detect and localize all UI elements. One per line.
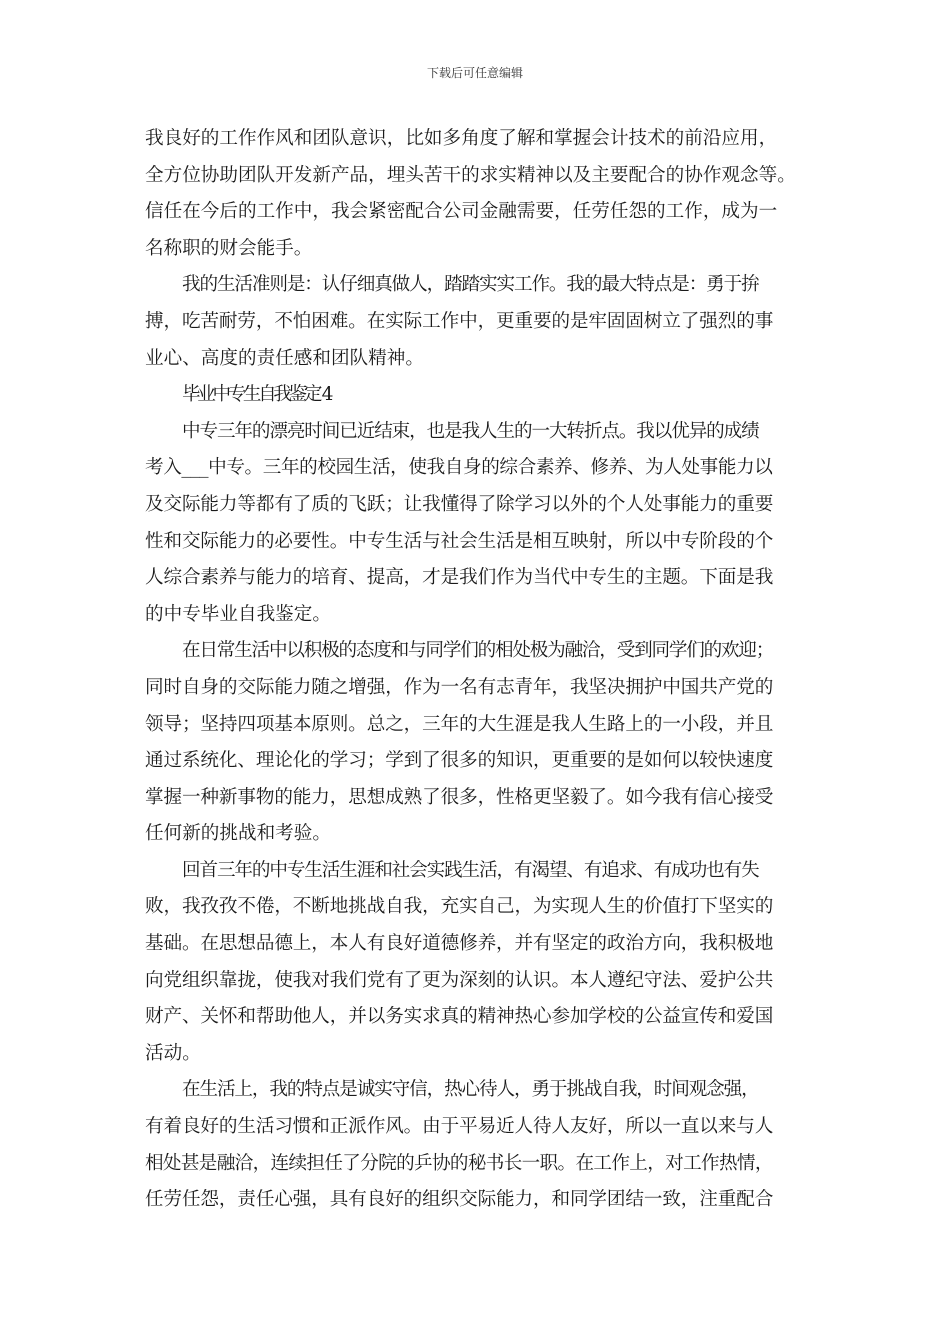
text-line: 及交际能力等都有了质的飞跃；让我懂得了除学习以外的个人处事能力的重要 [145,493,774,515]
text-line: 掌握一种新事物的能力，思想成熟了很多，性格更坚毅了。如今我有信心接受 [145,786,774,808]
text-line: 通过系统化、理论化的学习；学到了很多的知识，更重要的是如何以较快速度 [145,750,774,772]
text-line: 相处甚是融洽，连续担任了分院的乒协的秘书长一职。在工作上，对工作热情， [145,1152,773,1174]
text-line: 全方位协助团队开发新产品，埋头苦干的求实精神以及主要配合的协作观念等。 [145,164,796,186]
text-line: 搏，吃苦耐劳，不怕困难。在实际工作中，更重要的是牢固固树立了强烈的事 [145,310,774,332]
paragraph [145,267,810,377]
text-line: 毕业中专生自我鉴定 4 [182,384,331,406]
text-line: 在生活上，我的特点是诚实守信，热心待人，勇于挑战自我，时间观念强， [182,1079,759,1101]
text-line: 考入___中专。三年的校园生活，使我自身的综合素养、修养、为人处事能力以 [145,457,773,479]
text-line: 败，我孜孜不倦，不断地挑战自我，充实自己，为实现人生的价值打下坚实的 [145,896,774,918]
text-line: 信任在今后的工作中，我会紧密配合公司金融需要，任劳任怨的工作，成为一 [145,201,778,223]
page-header: 下载后可任意编辑 [426,66,523,80]
text-line: 性和交际能力的必要性。中专生活与社会生活是相互映射，所以中专阶段的个 [145,530,774,552]
text-line: 同时自身的交际能力随之增强，作为一名有志青年，我坚决拥护中国共产党的 [145,676,774,698]
text-line: 的中专毕业自我鉴定。 [145,603,331,625]
paragraph [145,414,810,634]
text-line: 人综合素养与能力的培育、提高，才是我们作为当代中专生的主题。下面是我 [145,567,774,589]
text-line: 名称职的财会能手。 [145,237,313,259]
text-line: 任何新的挑战和考验。 [145,823,331,845]
text-line: 活动。 [145,1042,201,1064]
paragraph [145,853,810,1073]
text-line: 回首三年的中专生活生涯和社会实践生活，有渴望、有追求、有成功也有失 [182,859,759,881]
paragraph [145,377,810,414]
paragraph [145,1072,810,1218]
text-line: 中专三年的漂亮时间已近结束，也是我人生的一大转折点。我以优异的成绩 [182,420,759,442]
text-line: 业心、高度的责任感和团队精神。 [145,347,424,369]
text-line: 在日常生活中以积极的态度和与同学们的相处极为融洽，受到同学们的欢迎； [182,640,774,662]
text-line: 我的生活准则是：认仔细真做人，踏踏实实工作。我的最大特点是：勇于拚 [182,274,759,296]
document-body [145,121,810,1219]
paragraph [145,633,810,853]
text-line: 基础。在思想品德上，本人有良好道德修养，并有坚定的政治方向，我积极地 [145,933,774,955]
text-line: 领导；坚持四项基本原则。总之，三年的大生涯是我人生路上的一小段，并且 [145,713,774,735]
text-line: 有着良好的生活习惯和正派作风。由于平易近人待人友好，所以一直以来与人 [145,1116,774,1138]
paragraph [145,121,810,267]
text-line: 任劳任怨，责任心强，具有良好的组织交际能力，和同学团结一致，注重配合 [145,1189,774,1211]
text-line: 财产、关怀和帮助他人，并以务实求真的精神热心参加学校的公益宣传和爱国 [145,1006,774,1028]
text-line: 我良好的工作作风和团队意识，比如多角度了解和掌握会计技术的前沿应用， [145,128,778,149]
text-line: 向党组织靠拢，使我对我们党有了更为深刻的认识。本人遵纪守法、爱护公共 [145,969,774,991]
